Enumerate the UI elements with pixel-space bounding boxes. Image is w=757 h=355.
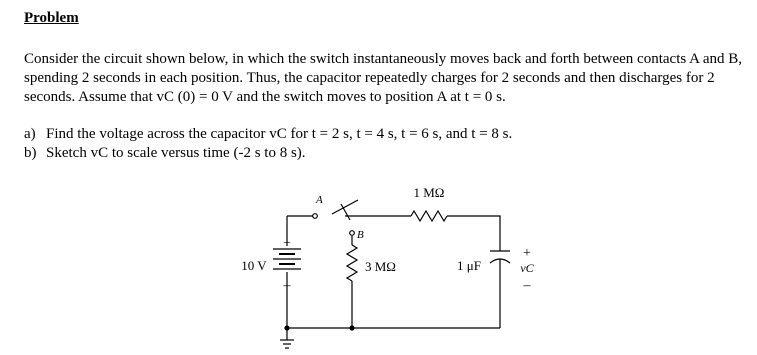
resistor-3m bbox=[347, 245, 357, 281]
node-left-bottom bbox=[284, 325, 289, 330]
battery-symbol bbox=[273, 249, 301, 269]
resistor-3m-label: 3 MΩ bbox=[365, 259, 396, 274]
ground-symbol bbox=[280, 328, 294, 348]
capacitor-label: 1 μF bbox=[457, 258, 481, 273]
question-b-label: b) bbox=[24, 145, 37, 161]
contact-b-label: B bbox=[357, 229, 364, 241]
node-mid-bottom bbox=[349, 325, 354, 330]
source-plus-sign: + bbox=[283, 236, 291, 251]
wire-top-right bbox=[447, 216, 500, 251]
question-a-label: a) bbox=[24, 126, 36, 142]
resistor-1m-label: 1 MΩ bbox=[413, 185, 445, 200]
vc-plus-sign: + bbox=[523, 246, 531, 261]
problem-intro: Consider the circuit shown below, in which the switch instantaneously moves back and forth between contacts A and B, spending 2 seconds in each position. Thus, the capacitor repeatedly charges for 2 seconds and then discharges for 2 seconds. Assume that vC (0) = 0 V and the switch moves to position A at t = 0 s. bbox=[24, 51, 743, 105]
question-a-text: Find the voltage across the capacitor vC for t = 2 s, t = 4 s, t = 6 s, and t = 8 s. bbox=[46, 126, 513, 142]
problem-heading: Problem bbox=[24, 10, 79, 26]
vc-label: vC bbox=[520, 261, 534, 275]
question-b-text: Sketch vC to scale versus time (-2 s to 8 s). bbox=[46, 145, 306, 161]
vc-minus-sign: – bbox=[523, 278, 531, 293]
source-minus-sign: – bbox=[283, 278, 291, 293]
resistor-1m bbox=[411, 211, 447, 221]
source-label: 10 V bbox=[241, 258, 267, 273]
contact-a-label: A bbox=[316, 194, 323, 206]
contact-b bbox=[350, 231, 355, 236]
contact-a bbox=[313, 214, 318, 219]
